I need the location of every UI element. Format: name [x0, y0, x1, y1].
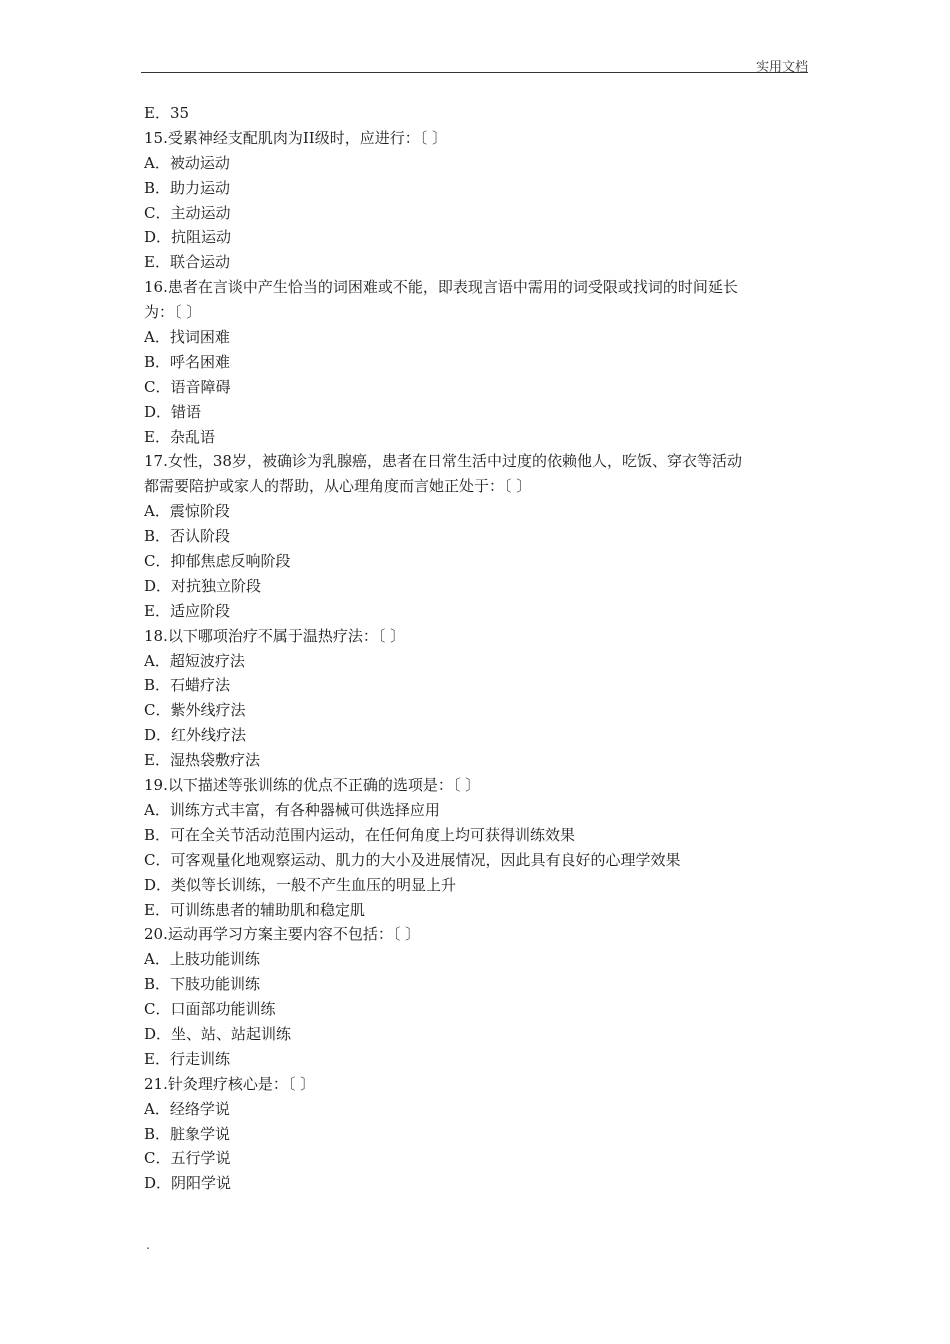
document-body [144, 101, 812, 1196]
answer-option: E．联合运动 [144, 253, 230, 272]
answer-option: C．五行学说 [144, 1149, 231, 1168]
answer-option: A．上肢功能训练 [144, 950, 260, 969]
answer-option: A．经络学说 [144, 1099, 230, 1118]
answer-option: C．紫外线疗法 [144, 701, 246, 720]
answer-option: D．对抗独立阶段 [144, 576, 262, 595]
answer-option: A．找词困难 [144, 328, 230, 347]
footer-mark: . [146, 1238, 150, 1252]
question-17: 17.女性，38岁，被确诊为乳腺癌，患者在日常生活中过度的依赖他人，吃饭、穿衣等活动 [144, 452, 742, 471]
question-16-continued: 为：〔 〕 [144, 303, 202, 322]
answer-option: B．助力运动 [144, 178, 231, 197]
answer-option: E．杂乱语 [144, 427, 215, 446]
answer-option: B．否认阶段 [144, 527, 231, 546]
question-21: 21.针灸理疗核心是：〔 〕 [144, 1074, 316, 1093]
answer-option: C．语音障碍 [144, 377, 231, 396]
answer-option: B．石蜡疗法 [144, 676, 231, 695]
answer-option: A．被动运动 [144, 153, 230, 172]
question-19: 19.以下描述等张训练的优点不正确的选项是：〔 〕 [144, 776, 481, 795]
answer-option: C．可客观量化地观察运动、肌力的大小及进展情况，因此具有良好的心理学效果 [144, 850, 681, 869]
question-18: 18.以下哪项治疗不属于温热疗法：〔 〕 [144, 626, 406, 645]
answer-option: D．坐、站、站起训练 [144, 1024, 292, 1043]
answer-option: D．红外线疗法 [144, 726, 247, 745]
answer-option: E．适应阶段 [144, 601, 230, 620]
question-16: 16.患者在言谈中产生恰当的词困难或不能，即表现言语中需用的词受限或找词的时间延长 [144, 278, 738, 297]
question-15: 15.受累神经支配肌肉为II级时，应进行：〔 〕 [144, 128, 447, 147]
answer-option: E．35 [144, 104, 190, 122]
answer-option: D．类似等长训练，一般不产生血压的明显上升 [144, 875, 457, 894]
answer-option: D．错语 [144, 402, 202, 421]
header-divider [141, 72, 808, 73]
answer-option: B．脏象学说 [144, 1124, 231, 1143]
answer-option: B．可在全关节活动范围内运动，在任何角度上均可获得训练效果 [144, 825, 576, 844]
answer-option: D．抗阻运动 [144, 228, 232, 247]
answer-option: A．震惊阶段 [144, 502, 230, 521]
question-17-continued: 都需要陪护或家人的帮助，从心理角度而言她正处于：〔 〕 [144, 477, 532, 496]
answer-option: D．阴阳学说 [144, 1174, 232, 1193]
answer-option: A．训练方式丰富，有各种器械可供选择应用 [144, 800, 440, 819]
answer-option: A．超短波疗法 [144, 651, 245, 670]
answer-option: E．可训练患者的辅助肌和稳定肌 [144, 900, 365, 919]
answer-option: B．下肢功能训练 [144, 975, 261, 994]
answer-option: E．行走训练 [144, 1049, 230, 1068]
question-20: 20.运动再学习方案主要内容不包括：〔 〕 [144, 925, 421, 944]
page-header-title: 实用文档 [755, 60, 808, 75]
answer-option: B．呼名困难 [144, 352, 231, 371]
answer-option: C．主动运动 [144, 203, 231, 222]
answer-option: C．抑郁焦虑反响阶段 [144, 552, 291, 571]
answer-option: C．口面部功能训练 [144, 1000, 276, 1019]
answer-option: E．湿热袋敷疗法 [144, 751, 260, 770]
